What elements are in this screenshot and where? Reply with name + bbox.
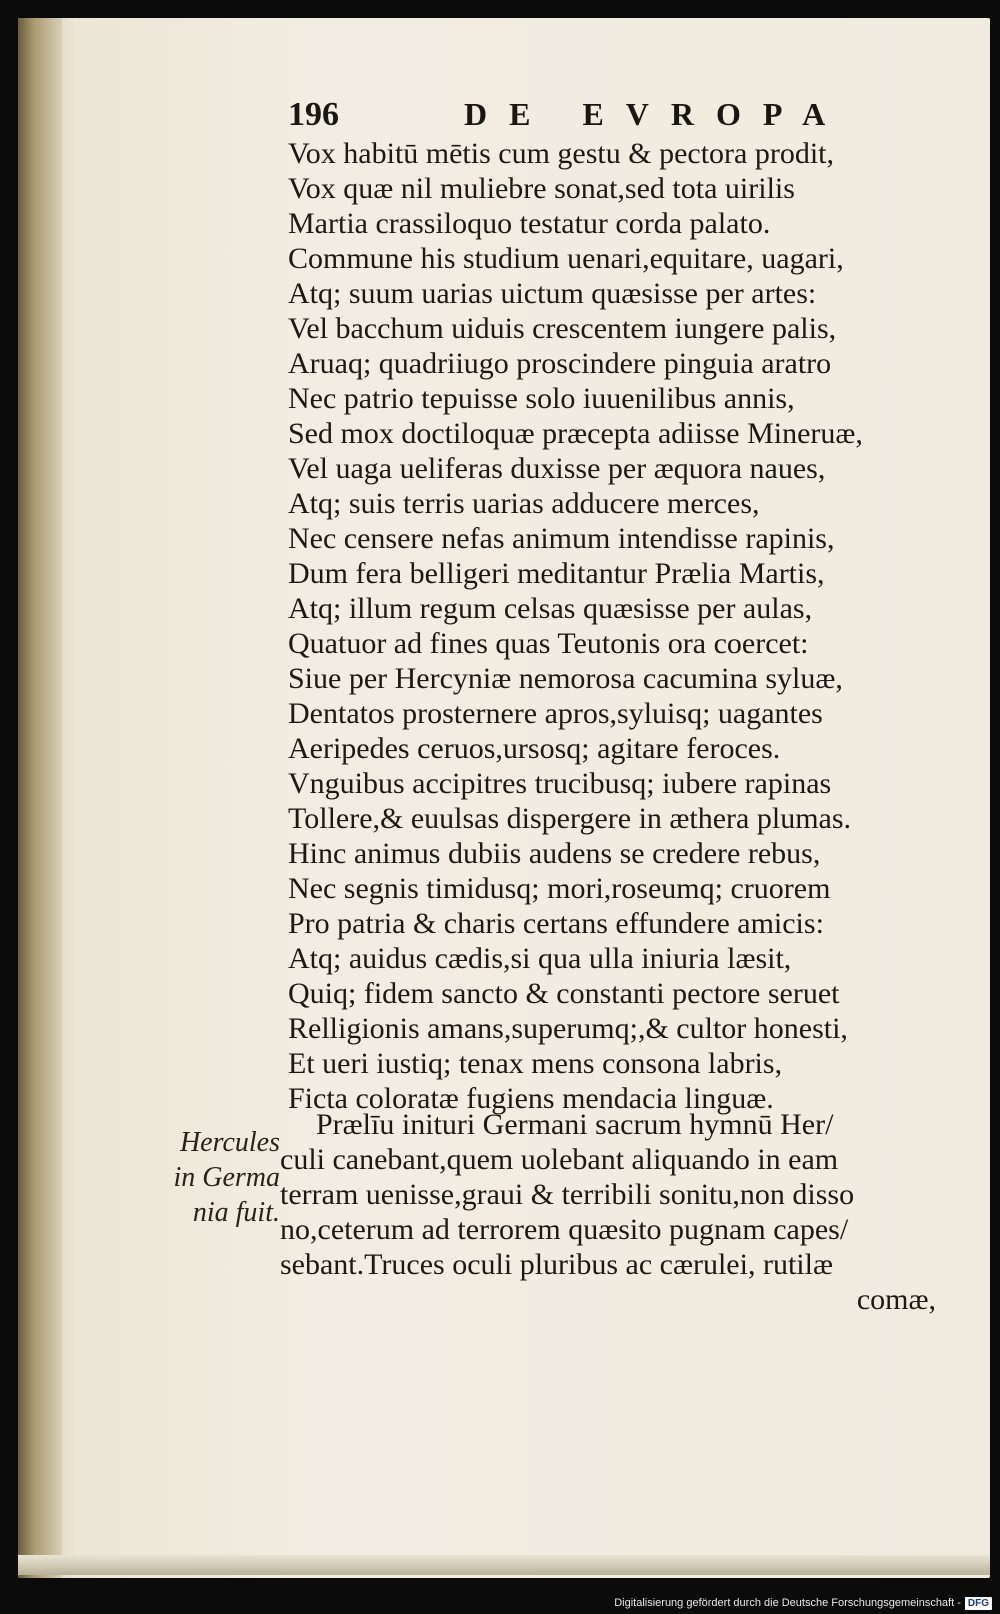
running-head: DE EVROPA [464,96,848,132]
verse-line: Nec censere nefas animum intendisse rapinis, [288,522,835,555]
verse-block [288,136,968,1116]
verse-line: Dum fera belligeri meditantur Prælia Martis, [288,557,825,590]
page-edge [18,1555,990,1575]
verse-line: Hinc animus dubiis audens se credere rebus, [288,837,821,870]
verse-line: Commune his studium uenari,equitare, uagari, [288,242,844,275]
verse-line: Vel bacchum uiduis crescentem iungere palis, [288,312,837,345]
verse-line: Sed mox doctiloquæ præcepta adiisse Mineruæ, [288,417,863,450]
page-header [288,96,848,140]
digitization-credit [614,1594,992,1612]
verse-line: Siue per Hercyniæ nemorosa cacumina syluæ, [288,662,843,695]
dfg-logo: DFG [965,1597,992,1610]
verse-line: Ficta coloratæ fugiens mendacia linguæ. [288,1082,774,1115]
verse-line: Aruaq; quadriiugo proscindere pinguia aratro [288,347,832,380]
prose-line: terram uenisse,graui & terribili sonitu,non disso [280,1178,855,1211]
credit-text: Digitalisierung gefördert durch die Deutsche Forschungsgemeinschaft - [614,1597,961,1609]
verse-line: Tollere,& euulsas dispergere in æthera plumas. [288,802,852,835]
prose-line: sebant.Truces oculi pluribus ac cærulei, rutilæ [280,1248,833,1281]
marginal-note-line: in Germa [173,1162,280,1193]
verse-line: Vox habitū mētis cum gestu & pectora prodit, [288,137,835,170]
verse-line: Atq; illum regum celsas quæsisse per aulas, [288,592,813,625]
prose-line: no,ceterum ad terrorem quæsito pugnam capes/ [280,1213,849,1246]
prose-line: culi canebant,quem uolebant aliquando in eam [280,1143,839,1176]
verse-line: Vox quæ nil muliebre sonat,sed tota uirilis [288,172,795,205]
verse-line: Vnguibus accipitres trucibusq; iubere rapinas [288,767,832,800]
verse-line: Atq; auidus cædis,si qua ulla iniuria læsit, [288,942,792,975]
verse-line: Aeripedes ceruos,ursosq; agitare feroces. [288,732,781,765]
marginal-note-line: Hercules [179,1127,280,1158]
verse-line: Nec patrio tepuisse solo iuuenilibus annis, [288,382,795,415]
verse-line: Relligionis amans,superumq;,& cultor honesti, [288,1012,848,1045]
prose-line: Prælīu inituri Germani sacrum hymnū Her/ [316,1108,834,1141]
marginal-note [120,1125,280,1230]
catchword: comæ, [856,1283,936,1316]
verse-line: Vel uaga ueliferas duxisse per æquora naues, [288,452,826,485]
verse-line: Quiq; fidem sancto & constanti pectore seruet [288,977,840,1010]
verse-line: Atq; suum uarias uictum quæsisse per artes: [288,277,817,310]
verse-line: Et ueri iustiq; tenax mens consona labris, [288,1047,783,1080]
prose-block [280,1107,980,1317]
verse-line: Atq; suis terris uarias adducere merces, [288,487,760,520]
verse-line: Martia crassiloquo testatur corda palato. [288,207,771,240]
verse-line: Pro patria & charis certans effundere amicis: [288,907,824,940]
book-gutter [18,18,62,1578]
marginal-note-line: nia fuit. [192,1197,280,1228]
verse-line: Nec segnis timidusq; mori,roseumq; cruorem [288,872,831,905]
verse-line: Quatuor ad fines quas Teutonis ora coercet: [288,627,809,660]
verse-line: Dentatos prosternere apros,syluisq; uagantes [288,697,823,730]
page-number: 196 [288,96,339,133]
